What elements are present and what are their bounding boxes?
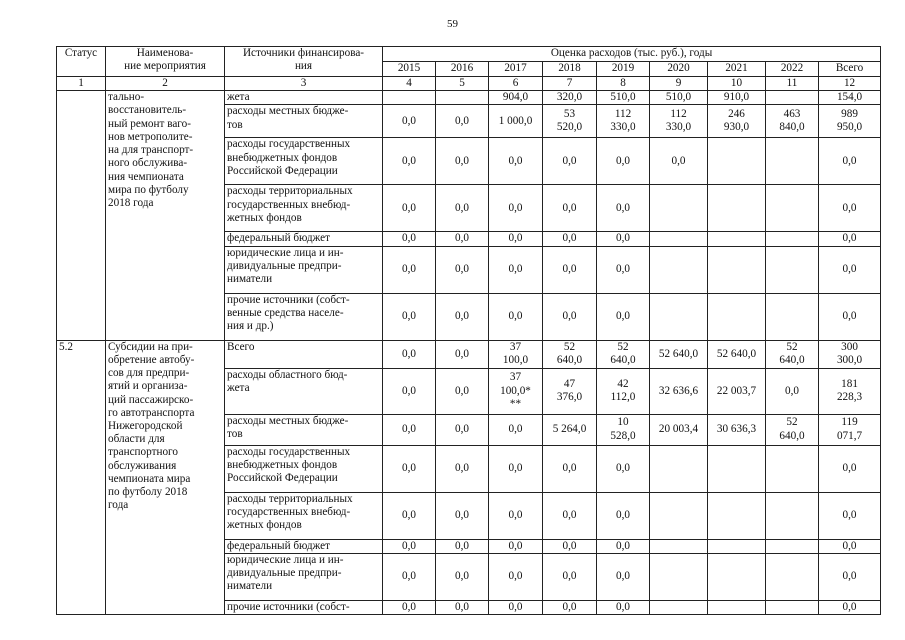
column-number: 1 xyxy=(57,77,106,91)
total-value-cell: 300 300,0 xyxy=(819,340,881,368)
value-cell: 0,0 xyxy=(436,492,489,539)
value-cell: 0,0 xyxy=(383,368,436,414)
value-cell: 0,0 xyxy=(489,553,543,600)
value-cell: 0,0 xyxy=(543,232,597,246)
value-cell: 0,0 xyxy=(489,293,543,340)
value-cell: 0,0 xyxy=(436,232,489,246)
header-year: 2021 xyxy=(708,62,766,77)
value-cell xyxy=(766,445,819,492)
value-cell: 37 100,0 xyxy=(489,340,543,368)
column-number: 5 xyxy=(436,77,489,91)
header-estimate: Оценка расходов (тыс. руб.), годы xyxy=(383,47,881,62)
value-cell: 22 003,7 xyxy=(708,368,766,414)
value-cell: 0,0 xyxy=(436,185,489,232)
total-value-cell: 119 071,7 xyxy=(819,414,881,445)
value-cell xyxy=(708,553,766,600)
value-cell: 1 000,0 xyxy=(489,105,543,138)
value-cell xyxy=(708,293,766,340)
value-cell: 0,0 xyxy=(383,246,436,293)
value-cell xyxy=(650,293,708,340)
value-cell: 0,0 xyxy=(597,492,650,539)
header-year: 2020 xyxy=(650,62,708,77)
value-cell: 37 100,0* ** xyxy=(489,368,543,414)
value-cell xyxy=(766,293,819,340)
value-cell xyxy=(650,246,708,293)
header-year: 2022 xyxy=(766,62,819,77)
value-cell xyxy=(650,445,708,492)
value-cell: 0,0 xyxy=(383,600,436,614)
value-cell xyxy=(766,91,819,105)
value-cell: 0,0 xyxy=(543,246,597,293)
total-value-cell: 0,0 xyxy=(819,138,881,185)
total-value-cell: 0,0 xyxy=(819,293,881,340)
value-cell: 0,0 xyxy=(383,445,436,492)
activity-name-cell: тально- восстановитель- ный ремонт ваго- нов метрополите- на для транспорт- ного обслужива- ния чемпионата мира по футболу 2018 года xyxy=(106,91,225,340)
value-cell: 0,0 xyxy=(597,138,650,185)
value-cell: 0,0 xyxy=(436,553,489,600)
value-cell: 0,0 xyxy=(436,246,489,293)
value-cell: 0,0 xyxy=(383,340,436,368)
value-cell xyxy=(436,91,489,105)
value-cell: 0,0 xyxy=(383,293,436,340)
value-cell: 52 640,0 xyxy=(766,340,819,368)
value-cell xyxy=(766,600,819,614)
value-cell xyxy=(708,185,766,232)
funding-source-cell: прочие источники (собст- венные средства населе- ния и др.) xyxy=(225,293,383,340)
value-cell: 0,0 xyxy=(383,553,436,600)
funding-source-cell: прочие источники (собст- xyxy=(225,600,383,614)
value-cell: 0,0 xyxy=(436,600,489,614)
value-cell xyxy=(766,246,819,293)
value-cell: 0,0 xyxy=(383,492,436,539)
value-cell xyxy=(650,492,708,539)
total-value-cell: 0,0 xyxy=(819,185,881,232)
value-cell: 42 112,0 xyxy=(597,368,650,414)
value-cell: 52 640,0 xyxy=(708,340,766,368)
value-cell xyxy=(650,232,708,246)
value-cell: 52 640,0 xyxy=(543,340,597,368)
status-cell: 5.2 xyxy=(57,340,106,614)
value-cell: 52 640,0 xyxy=(650,340,708,368)
value-cell: 0,0 xyxy=(597,600,650,614)
value-cell: 904,0 xyxy=(489,91,543,105)
value-cell: 0,0 xyxy=(489,445,543,492)
value-cell: 0,0 xyxy=(597,293,650,340)
value-cell: 0,0 xyxy=(383,539,436,553)
value-cell: 0,0 xyxy=(489,600,543,614)
value-cell: 0,0 xyxy=(543,293,597,340)
value-cell xyxy=(766,539,819,553)
value-cell xyxy=(650,553,708,600)
value-cell: 510,0 xyxy=(650,91,708,105)
value-cell: 0,0 xyxy=(383,232,436,246)
column-number: 8 xyxy=(597,77,650,91)
header-year: 2017 xyxy=(489,62,543,77)
funding-source-cell: расходы местных бюдже- тов xyxy=(225,105,383,138)
value-cell xyxy=(766,492,819,539)
value-cell: 0,0 xyxy=(489,246,543,293)
table-body xyxy=(57,91,881,615)
value-cell xyxy=(708,232,766,246)
status-cell xyxy=(57,91,106,340)
value-cell: 0,0 xyxy=(650,138,708,185)
value-cell xyxy=(650,185,708,232)
value-cell: 0,0 xyxy=(597,539,650,553)
funding-source-cell: расходы областного бюд- жета xyxy=(225,368,383,414)
value-cell: 246 930,0 xyxy=(708,105,766,138)
total-value-cell: 0,0 xyxy=(819,492,881,539)
value-cell: 112 330,0 xyxy=(597,105,650,138)
value-cell: 0,0 xyxy=(489,414,543,445)
value-cell: 52 640,0 xyxy=(766,414,819,445)
header-total: Всего xyxy=(819,62,881,77)
value-cell xyxy=(766,232,819,246)
value-cell: 0,0 xyxy=(489,232,543,246)
value-cell: 0,0 xyxy=(597,232,650,246)
value-cell: 510,0 xyxy=(597,91,650,105)
value-cell: 47 376,0 xyxy=(543,368,597,414)
value-cell: 20 003,4 xyxy=(650,414,708,445)
header-year: 2016 xyxy=(436,62,489,77)
value-cell xyxy=(708,539,766,553)
funding-source-cell: расходы территориальных государственных внебюд- жетных фондов xyxy=(225,492,383,539)
column-number: 6 xyxy=(489,77,543,91)
total-value-cell: 0,0 xyxy=(819,246,881,293)
value-cell: 0,0 xyxy=(543,445,597,492)
value-cell: 910,0 xyxy=(708,91,766,105)
value-cell xyxy=(708,600,766,614)
header-name: Наименова- ние мероприятия xyxy=(106,47,225,77)
funding-source-cell: федеральный бюджет xyxy=(225,232,383,246)
value-cell: 0,0 xyxy=(489,185,543,232)
value-cell: 52 640,0 xyxy=(597,340,650,368)
header-year: 2019 xyxy=(597,62,650,77)
value-cell xyxy=(708,445,766,492)
value-cell xyxy=(383,91,436,105)
column-number: 2 xyxy=(106,77,225,91)
value-cell: 0,0 xyxy=(766,368,819,414)
value-cell: 0,0 xyxy=(436,105,489,138)
value-cell: 0,0 xyxy=(543,138,597,185)
header-year: 2015 xyxy=(383,62,436,77)
column-number: 7 xyxy=(543,77,597,91)
column-number: 10 xyxy=(708,77,766,91)
value-cell: 0,0 xyxy=(436,293,489,340)
value-cell: 0,0 xyxy=(543,539,597,553)
value-cell: 0,0 xyxy=(597,246,650,293)
total-value-cell: 0,0 xyxy=(819,553,881,600)
value-cell: 0,0 xyxy=(436,368,489,414)
column-number: 9 xyxy=(650,77,708,91)
value-cell xyxy=(766,553,819,600)
value-cell: 320,0 xyxy=(543,91,597,105)
total-value-cell: 0,0 xyxy=(819,539,881,553)
column-number: 12 xyxy=(819,77,881,91)
activity-name-cell: Субсидии на при- обретение автобу- сов для предпри- ятий и организа- ций пассажирско- го автотранспорта Нижегородской области для транспортного обслуживания чемпионата мира по футболу 2018 года xyxy=(106,340,225,614)
funding-source-cell: расходы местных бюдже- тов xyxy=(225,414,383,445)
funding-source-cell: юридические лица и ин- дивидуальные предпри- ниматели xyxy=(225,246,383,293)
value-cell: 0,0 xyxy=(543,185,597,232)
value-cell: 0,0 xyxy=(383,105,436,138)
value-cell: 0,0 xyxy=(543,492,597,539)
funding-source-cell: Всего xyxy=(225,340,383,368)
value-cell: 0,0 xyxy=(383,185,436,232)
total-value-cell: 0,0 xyxy=(819,445,881,492)
value-cell: 30 636,3 xyxy=(708,414,766,445)
value-cell: 0,0 xyxy=(597,185,650,232)
table-row xyxy=(57,340,881,368)
value-cell xyxy=(650,539,708,553)
total-value-cell: 989 950,0 xyxy=(819,105,881,138)
funding-source-cell: расходы территориальных государственных внебюд- жетных фондов xyxy=(225,185,383,232)
value-cell: 0,0 xyxy=(489,539,543,553)
value-cell: 0,0 xyxy=(543,600,597,614)
header-source: Источники финансирова- ния xyxy=(225,47,383,77)
budget-table xyxy=(56,46,881,615)
value-cell: 0,0 xyxy=(383,414,436,445)
page-number: 59 xyxy=(447,18,458,30)
value-cell: 0,0 xyxy=(436,445,489,492)
value-cell: 0,0 xyxy=(489,138,543,185)
funding-source-cell: федеральный бюджет xyxy=(225,539,383,553)
value-cell: 0,0 xyxy=(597,445,650,492)
table-row xyxy=(57,91,881,105)
value-cell: 0,0 xyxy=(597,553,650,600)
total-value-cell: 0,0 xyxy=(819,232,881,246)
total-value-cell: 181 228,3 xyxy=(819,368,881,414)
funding-source-cell: расходы государственных внебюджетных фондов Российской Федерации xyxy=(225,445,383,492)
header-year: 2018 xyxy=(543,62,597,77)
value-cell xyxy=(650,600,708,614)
total-value-cell: 0,0 xyxy=(819,600,881,614)
value-cell: 0,0 xyxy=(436,340,489,368)
value-cell: 0,0 xyxy=(436,138,489,185)
value-cell xyxy=(708,492,766,539)
value-cell: 5 264,0 xyxy=(543,414,597,445)
value-cell xyxy=(708,246,766,293)
value-cell xyxy=(766,185,819,232)
column-number: 4 xyxy=(383,77,436,91)
value-cell: 0,0 xyxy=(436,539,489,553)
value-cell: 32 636,6 xyxy=(650,368,708,414)
funding-source-cell: расходы государственных внебюджетных фондов Российской Федерации xyxy=(225,138,383,185)
funding-source-cell: жета xyxy=(225,91,383,105)
value-cell: 10 528,0 xyxy=(597,414,650,445)
total-value-cell: 154,0 xyxy=(819,91,881,105)
value-cell: 53 520,0 xyxy=(543,105,597,138)
column-number: 11 xyxy=(766,77,819,91)
header-status: Статус xyxy=(57,47,106,77)
value-cell xyxy=(766,138,819,185)
value-cell: 463 840,0 xyxy=(766,105,819,138)
value-cell: 0,0 xyxy=(383,138,436,185)
value-cell: 0,0 xyxy=(543,553,597,600)
funding-source-cell: юридические лица и ин- дивидуальные предпри- ниматели xyxy=(225,553,383,600)
value-cell: 112 330,0 xyxy=(650,105,708,138)
value-cell: 0,0 xyxy=(489,492,543,539)
value-cell: 0,0 xyxy=(436,414,489,445)
value-cell xyxy=(708,138,766,185)
column-number: 3 xyxy=(225,77,383,91)
